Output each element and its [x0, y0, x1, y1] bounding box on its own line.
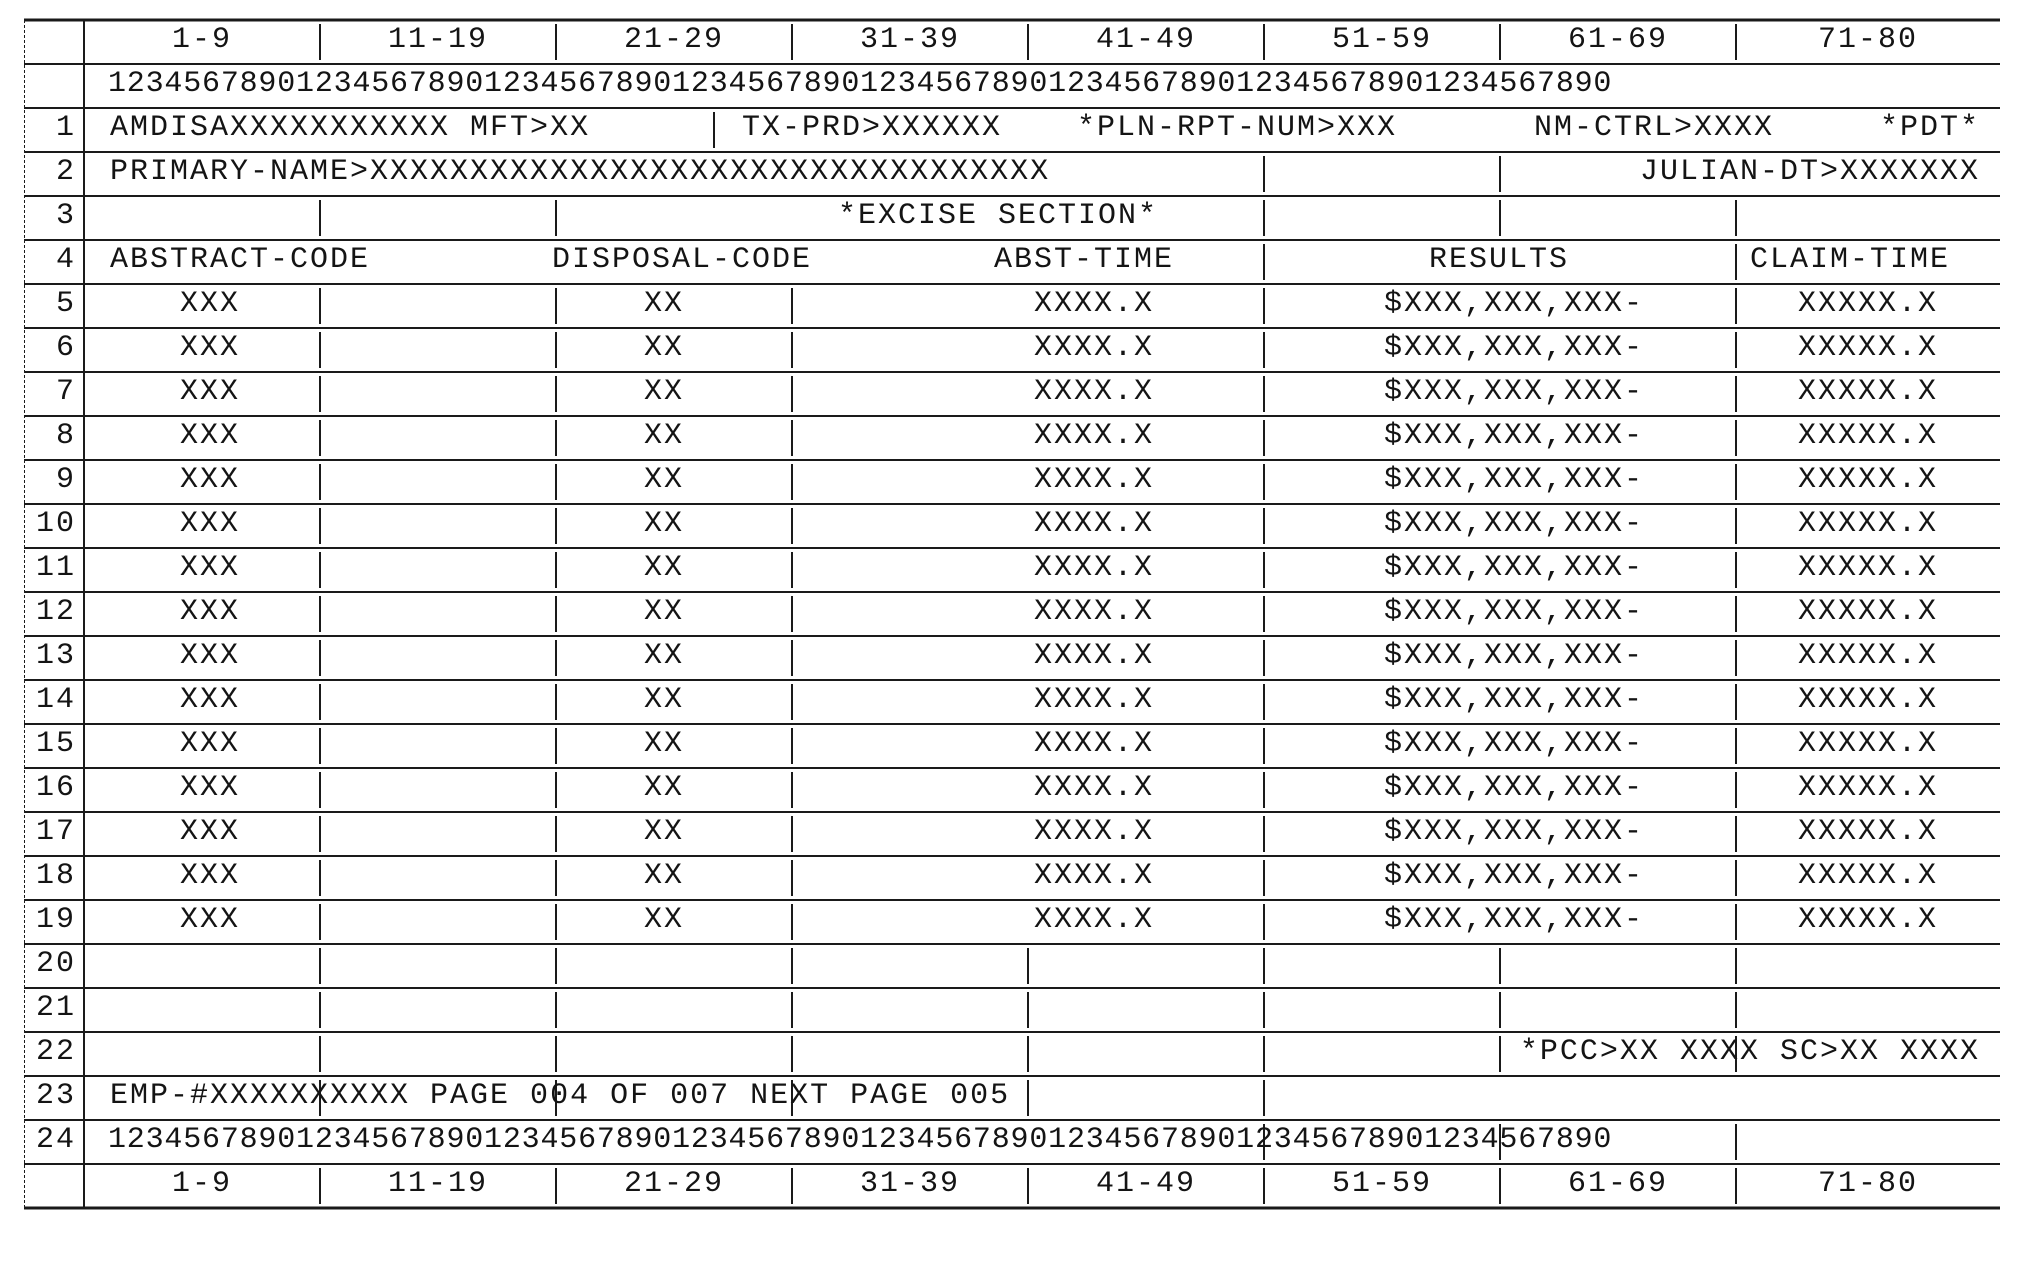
line-number: 7: [55, 375, 76, 409]
cell-results: $XXX,XXX,XXX-: [1383, 771, 1645, 805]
pcc-sc-field: *PCC>XX XXXX SC>XX XXXX: [1519, 1035, 1980, 1069]
cell-abstract-code: XXX: [179, 287, 240, 321]
cell-claim-time: XXXXX.X: [1797, 815, 1939, 849]
cell-disposal-code: XX: [643, 375, 684, 409]
column-header-abstract-code: ABSTRACT-CODE: [110, 243, 371, 277]
cell-claim-time: XXXXX.X: [1797, 419, 1939, 453]
line-number: 15: [35, 727, 76, 761]
cell-abst-time: XXXX.X: [1033, 639, 1155, 673]
top-ruler-range-label: 1-9: [171, 23, 232, 57]
cell-abstract-code: XXX: [179, 771, 240, 805]
cell-disposal-code: XX: [643, 771, 684, 805]
top-ruler-range-label: 21-29: [623, 23, 724, 57]
cell-results: $XXX,XXX,XXX-: [1383, 815, 1645, 849]
cell-disposal-code: XX: [643, 463, 684, 497]
cell-disposal-code: XX: [643, 595, 684, 629]
top-ruler-range-label: 31-39: [859, 23, 960, 57]
cell-claim-time: XXXXX.X: [1797, 463, 1939, 497]
bottom-ruler-range-label: 21-29: [623, 1167, 724, 1201]
cell-disposal-code: XX: [643, 903, 684, 937]
screen-id-field: AMDISAXXXXXXXXXXX MFT>XX: [110, 111, 591, 145]
cell-results: $XXX,XXX,XXX-: [1383, 639, 1645, 673]
cell-abst-time: XXXX.X: [1033, 859, 1155, 893]
cell-disposal-code: XX: [643, 727, 684, 761]
cell-disposal-code: XX: [643, 331, 684, 365]
cell-abstract-code: XXX: [179, 859, 240, 893]
cell-results: $XXX,XXX,XXX-: [1383, 683, 1645, 717]
bottom-ruler-range-label: 41-49: [1095, 1167, 1196, 1201]
cell-disposal-code: XX: [643, 287, 684, 321]
line-number: 12: [35, 595, 76, 629]
cell-results: $XXX,XXX,XXX-: [1383, 727, 1645, 761]
nm-ctrl-field: NM-CTRL>XXXX: [1534, 111, 1775, 145]
cell-disposal-code: XX: [643, 507, 684, 541]
cell-disposal-code: XX: [643, 419, 684, 453]
cell-results: $XXX,XXX,XXX-: [1383, 463, 1645, 497]
section-title: *EXCISE SECTION*: [837, 199, 1159, 233]
screen-layout-form: [24, 18, 2000, 1258]
bottom-ruler-range-label: 1-9: [171, 1167, 232, 1201]
column-header-results: RESULTS: [1428, 243, 1570, 277]
top-ruler-range-label: 71-80: [1817, 23, 1918, 57]
cell-abst-time: XXXX.X: [1033, 419, 1155, 453]
pln-rpt-num-field: *PLN-RPT-NUM>XXX: [1077, 111, 1398, 145]
column-header-abst-time: ABST-TIME: [994, 243, 1175, 277]
cell-disposal-code: XX: [643, 551, 684, 585]
line-number: 18: [35, 859, 76, 893]
cell-abst-time: XXXX.X: [1033, 771, 1155, 805]
primary-name-field: PRIMARY-NAME>XXXXXXXXXXXXXXXXXXXXXXXXXXXXXXXXXX: [110, 155, 1051, 189]
line-number: 4: [55, 243, 76, 277]
bottom-ruler-range-label: 71-80: [1817, 1167, 1918, 1201]
cell-claim-time: XXXXX.X: [1797, 683, 1939, 717]
cell-claim-time: XXXXX.X: [1797, 727, 1939, 761]
cell-disposal-code: XX: [643, 859, 684, 893]
cell-abstract-code: XXX: [179, 595, 240, 629]
cell-abstract-code: XXX: [179, 463, 240, 497]
cell-claim-time: XXXXX.X: [1797, 287, 1939, 321]
column-header-disposal-code: DISPOSAL-CODE: [552, 243, 813, 277]
cell-abst-time: XXXX.X: [1033, 903, 1155, 937]
pdt-field: *PDT*: [1879, 111, 1980, 145]
cell-abstract-code: XXX: [179, 331, 240, 365]
line-number: 8: [55, 419, 76, 453]
cell-abstract-code: XXX: [179, 727, 240, 761]
line-number: 2: [55, 155, 76, 189]
line-number: 24: [35, 1123, 76, 1157]
cell-results: $XXX,XXX,XXX-: [1383, 375, 1645, 409]
cell-results: $XXX,XXX,XXX-: [1383, 859, 1645, 893]
top-ruler-range-label: 61-69: [1567, 23, 1668, 57]
bottom-ruler-range-label: 11-19: [387, 1167, 488, 1201]
cell-abstract-code: XXX: [179, 551, 240, 585]
top-ruler-range-label: 41-49: [1095, 23, 1196, 57]
line-number: 5: [55, 287, 76, 321]
line-number: 22: [35, 1035, 76, 1069]
line-number: 17: [35, 815, 76, 849]
cell-abstract-code: XXX: [179, 815, 240, 849]
column-header-claim-time: CLAIM-TIME: [1750, 243, 1951, 277]
cell-claim-time: XXXXX.X: [1797, 375, 1939, 409]
line-number: 3: [55, 199, 76, 233]
cell-claim-time: XXXXX.X: [1797, 903, 1939, 937]
tx-prd-field: TX-PRD>XXXXXX: [742, 111, 1003, 145]
cell-results: $XXX,XXX,XXX-: [1383, 507, 1645, 541]
line-number: 11: [35, 551, 76, 585]
line-number: 6: [55, 331, 76, 365]
cell-abstract-code: XXX: [179, 507, 240, 541]
line-number: 1: [55, 111, 76, 145]
top-ruler-range-label: 51-59: [1331, 23, 1432, 57]
cell-results: $XXX,XXX,XXX-: [1383, 903, 1645, 937]
top-ruler-digits: 12345678901234567890123456789012345678901234567890123456789012345678901234567890: [108, 67, 1613, 101]
cell-abst-time: XXXX.X: [1033, 331, 1155, 365]
line-number: 23: [35, 1079, 76, 1113]
cell-claim-time: XXXXX.X: [1797, 551, 1939, 585]
line-number: 21: [35, 991, 76, 1025]
cell-abstract-code: XXX: [179, 683, 240, 717]
cell-results: $XXX,XXX,XXX-: [1383, 287, 1645, 321]
cell-claim-time: XXXXX.X: [1797, 331, 1939, 365]
line-number: 10: [35, 507, 76, 541]
cell-results: $XXX,XXX,XXX-: [1383, 331, 1645, 365]
cell-abst-time: XXXX.X: [1033, 287, 1155, 321]
cell-abstract-code: XXX: [179, 639, 240, 673]
line-number: 20: [35, 947, 76, 981]
top-ruler-range-label: 11-19: [387, 23, 488, 57]
bottom-ruler-range-label: 61-69: [1567, 1167, 1668, 1201]
line-number: 16: [35, 771, 76, 805]
cell-abstract-code: XXX: [179, 903, 240, 937]
cell-abst-time: XXXX.X: [1033, 595, 1155, 629]
cell-abst-time: XXXX.X: [1033, 815, 1155, 849]
cell-abst-time: XXXX.X: [1033, 551, 1155, 585]
cell-disposal-code: XX: [643, 639, 684, 673]
bottom-ruler-range-label: 51-59: [1331, 1167, 1432, 1201]
cell-claim-time: XXXXX.X: [1797, 859, 1939, 893]
bottom-ruler-range-label: 31-39: [859, 1167, 960, 1201]
cell-disposal-code: XX: [643, 683, 684, 717]
cell-claim-time: XXXXX.X: [1797, 507, 1939, 541]
cell-abst-time: XXXX.X: [1033, 375, 1155, 409]
cell-results: $XXX,XXX,XXX-: [1383, 551, 1645, 585]
cell-claim-time: XXXXX.X: [1797, 771, 1939, 805]
cell-abst-time: XXXX.X: [1033, 727, 1155, 761]
cell-abstract-code: XXX: [179, 375, 240, 409]
cell-abst-time: XXXX.X: [1033, 507, 1155, 541]
cell-abstract-code: XXX: [179, 419, 240, 453]
line-number: 14: [35, 683, 76, 717]
cell-results: $XXX,XXX,XXX-: [1383, 595, 1645, 629]
line-number: 13: [35, 639, 76, 673]
cell-abst-time: XXXX.X: [1033, 683, 1155, 717]
bottom-ruler-digits: 12345678901234567890123456789012345678901234567890123456789012345678901234567890: [108, 1123, 1613, 1157]
julian-dt-field: JULIAN-DT>XXXXXXX: [1639, 155, 1980, 189]
line-number: 19: [35, 903, 76, 937]
paging-field: EMP-#XXXXXXXXXX PAGE 004 OF 007 NEXT PAGE 005: [110, 1079, 1011, 1113]
line-number: 9: [55, 463, 76, 497]
cell-results: $XXX,XXX,XXX-: [1383, 419, 1645, 453]
cell-claim-time: XXXXX.X: [1797, 595, 1939, 629]
cell-disposal-code: XX: [643, 815, 684, 849]
cell-abst-time: XXXX.X: [1033, 463, 1155, 497]
cell-claim-time: XXXXX.X: [1797, 639, 1939, 673]
